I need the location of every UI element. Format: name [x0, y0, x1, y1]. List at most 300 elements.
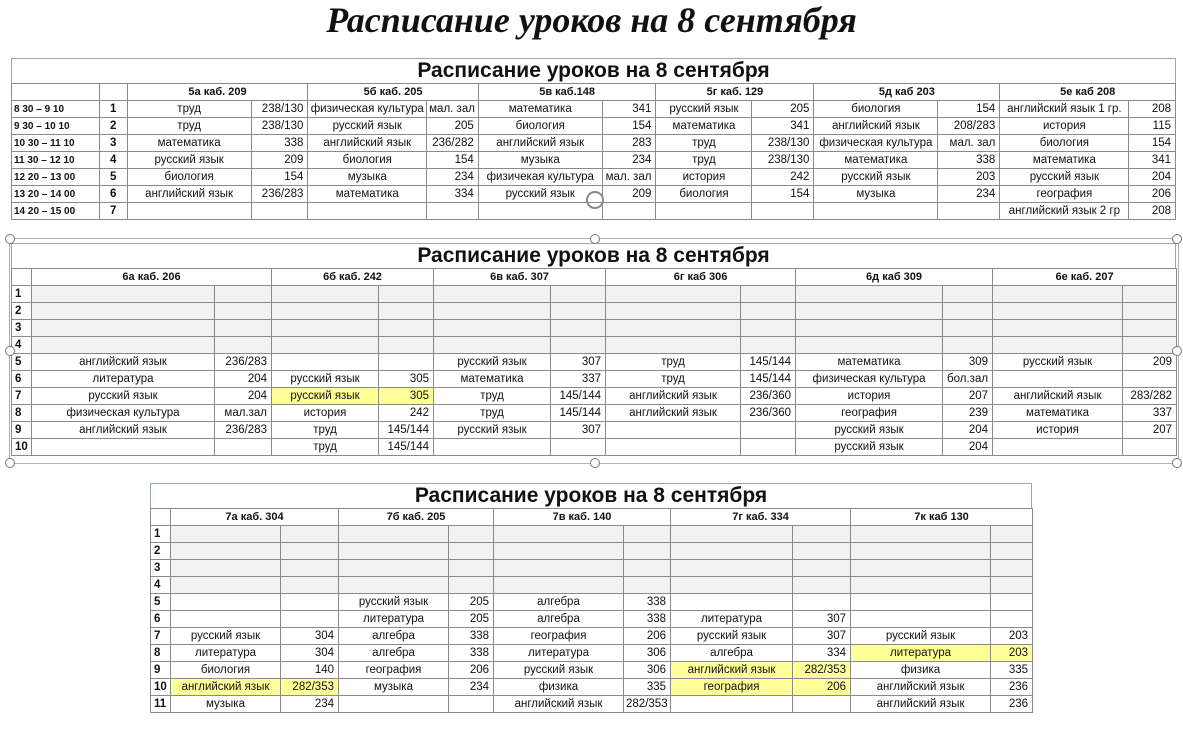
- subject-cell[interactable]: труд: [272, 439, 379, 456]
- room-cell[interactable]: 204: [215, 388, 272, 405]
- lesson-number[interactable]: 5: [151, 594, 171, 611]
- room-cell[interactable]: 236/283: [215, 354, 272, 371]
- room-cell[interactable]: 242: [752, 169, 814, 186]
- room-cell[interactable]: 236/283: [215, 422, 272, 439]
- lesson-time[interactable]: 9 30 – 10 10: [12, 118, 100, 135]
- lesson-time[interactable]: 13 20 – 14 00: [12, 186, 100, 203]
- class-header[interactable]: 6а каб. 206: [32, 269, 272, 286]
- room-cell[interactable]: 238/130: [752, 152, 814, 169]
- room-cell[interactable]: 236/282: [427, 135, 479, 152]
- room-cell[interactable]: 205: [449, 611, 494, 628]
- lesson-number[interactable]: 4: [99, 152, 127, 169]
- subject-cell[interactable]: английский язык: [671, 662, 793, 679]
- subject-cell[interactable]: [127, 203, 251, 220]
- room-cell[interactable]: бол.зал: [943, 371, 993, 388]
- room-cell[interactable]: [215, 337, 272, 354]
- subject-cell[interactable]: русский язык: [272, 371, 379, 388]
- room-cell[interactable]: [752, 203, 814, 220]
- room-cell[interactable]: [991, 577, 1033, 594]
- subject-cell[interactable]: [171, 577, 281, 594]
- subject-cell[interactable]: биология: [171, 662, 281, 679]
- subject-cell[interactable]: математика: [993, 405, 1123, 422]
- subject-cell[interactable]: биология: [814, 101, 938, 118]
- room-cell[interactable]: [551, 286, 606, 303]
- subject-cell[interactable]: история: [272, 405, 379, 422]
- room-cell[interactable]: 209: [602, 186, 656, 203]
- subject-cell[interactable]: [671, 696, 793, 713]
- room-cell[interactable]: [991, 560, 1033, 577]
- subject-cell[interactable]: [434, 303, 551, 320]
- lesson-time[interactable]: 8 30 – 9 10: [12, 101, 100, 118]
- rotate-handle-icon[interactable]: [586, 191, 604, 209]
- subject-cell[interactable]: [606, 320, 741, 337]
- subject-cell[interactable]: физическая культура: [814, 135, 938, 152]
- room-cell[interactable]: 239: [943, 405, 993, 422]
- subject-cell[interactable]: [993, 320, 1123, 337]
- subject-cell[interactable]: русский язык: [434, 354, 551, 371]
- room-cell[interactable]: [281, 526, 339, 543]
- subject-cell[interactable]: [671, 560, 793, 577]
- room-cell[interactable]: 206: [449, 662, 494, 679]
- lesson-number[interactable]: 7: [12, 388, 32, 405]
- room-cell[interactable]: [741, 439, 796, 456]
- subject-cell[interactable]: [272, 354, 379, 371]
- subject-cell[interactable]: русский язык: [796, 439, 943, 456]
- subject-cell[interactable]: русский язык: [272, 388, 379, 405]
- room-cell[interactable]: [624, 577, 671, 594]
- room-cell[interactable]: 305: [379, 388, 434, 405]
- subject-cell[interactable]: [272, 337, 379, 354]
- lesson-number[interactable]: 10: [12, 439, 32, 456]
- room-cell[interactable]: [449, 696, 494, 713]
- room-cell[interactable]: 115: [1129, 118, 1176, 135]
- subject-cell[interactable]: литература: [851, 645, 991, 662]
- subject-cell[interactable]: английский язык 2 гр: [1000, 203, 1129, 220]
- room-cell[interactable]: 338: [624, 594, 671, 611]
- subject-cell[interactable]: английский язык: [494, 696, 624, 713]
- room-cell[interactable]: 338: [449, 645, 494, 662]
- room-cell[interactable]: 206: [624, 628, 671, 645]
- room-cell[interactable]: 208/283: [938, 118, 1000, 135]
- subject-cell[interactable]: музыка: [339, 679, 449, 696]
- room-cell[interactable]: [215, 439, 272, 456]
- subject-cell[interactable]: английский язык: [993, 388, 1123, 405]
- room-cell[interactable]: [281, 594, 339, 611]
- room-cell[interactable]: [551, 303, 606, 320]
- room-cell[interactable]: 234: [938, 186, 1000, 203]
- subject-cell[interactable]: [171, 560, 281, 577]
- subject-cell[interactable]: [272, 286, 379, 303]
- subject-cell[interactable]: география: [339, 662, 449, 679]
- subject-cell[interactable]: [851, 611, 991, 628]
- subject-cell[interactable]: [606, 439, 741, 456]
- room-cell[interactable]: 335: [991, 662, 1033, 679]
- subject-cell[interactable]: физическая культура: [32, 405, 215, 422]
- subject-cell[interactable]: [434, 320, 551, 337]
- subject-cell[interactable]: музыка: [308, 169, 427, 186]
- room-cell[interactable]: 203: [991, 628, 1033, 645]
- room-cell[interactable]: 238/130: [752, 135, 814, 152]
- resize-handle-right[interactable]: [1172, 346, 1182, 356]
- subject-cell[interactable]: английский язык: [606, 405, 741, 422]
- subject-cell[interactable]: [993, 439, 1123, 456]
- room-cell[interactable]: 209: [251, 152, 308, 169]
- subject-cell[interactable]: математика: [814, 152, 938, 169]
- subject-cell[interactable]: история: [796, 388, 943, 405]
- subject-cell[interactable]: география: [1000, 186, 1129, 203]
- room-cell[interactable]: [602, 203, 656, 220]
- room-cell[interactable]: 334: [793, 645, 851, 662]
- subject-cell[interactable]: физическая культура: [796, 371, 943, 388]
- room-cell[interactable]: 341: [602, 101, 656, 118]
- room-cell[interactable]: [793, 594, 851, 611]
- subject-cell[interactable]: [993, 337, 1123, 354]
- subject-cell[interactable]: английский язык: [478, 135, 602, 152]
- subject-cell[interactable]: [339, 526, 449, 543]
- room-cell[interactable]: 236: [991, 679, 1033, 696]
- subject-cell[interactable]: [851, 543, 991, 560]
- resize-handle-top-right[interactable]: [1172, 234, 1182, 244]
- room-cell[interactable]: [624, 543, 671, 560]
- room-cell[interactable]: 208: [1129, 203, 1176, 220]
- lesson-time[interactable]: 14 20 – 15 00: [12, 203, 100, 220]
- lesson-number[interactable]: 3: [99, 135, 127, 152]
- subject-cell[interactable]: русский язык: [851, 628, 991, 645]
- subject-cell[interactable]: алгебра: [339, 645, 449, 662]
- room-cell[interactable]: 238/130: [251, 101, 308, 118]
- lesson-number[interactable]: 1: [99, 101, 127, 118]
- lesson-number[interactable]: 2: [99, 118, 127, 135]
- subject-cell[interactable]: английский язык: [851, 679, 991, 696]
- room-cell[interactable]: [449, 577, 494, 594]
- subject-cell[interactable]: [851, 577, 991, 594]
- lesson-number[interactable]: 4: [12, 337, 32, 354]
- room-cell[interactable]: [793, 577, 851, 594]
- lesson-number[interactable]: 11: [151, 696, 171, 713]
- class-header[interactable]: 6д каб 309: [796, 269, 993, 286]
- subject-cell[interactable]: английский язык 1 гр.: [1000, 101, 1129, 118]
- class-header[interactable]: 5в каб.148: [478, 84, 656, 101]
- subject-cell[interactable]: география: [671, 679, 793, 696]
- room-cell[interactable]: 242: [379, 405, 434, 422]
- room-cell[interactable]: 207: [943, 388, 993, 405]
- lesson-number[interactable]: 4: [151, 577, 171, 594]
- subject-cell[interactable]: труд: [606, 371, 741, 388]
- room-cell[interactable]: [741, 422, 796, 439]
- resize-handle-bottom[interactable]: [590, 458, 600, 468]
- subject-cell[interactable]: литература: [494, 645, 624, 662]
- room-cell[interactable]: [938, 203, 1000, 220]
- room-cell[interactable]: [551, 439, 606, 456]
- schedule-table-grade6[interactable]: [11, 268, 1177, 456]
- room-cell[interactable]: [1123, 320, 1177, 337]
- room-cell[interactable]: [1123, 286, 1177, 303]
- room-cell[interactable]: 209: [1123, 354, 1177, 371]
- subject-cell[interactable]: английский язык: [127, 186, 251, 203]
- room-cell[interactable]: 309: [943, 354, 993, 371]
- header-num-cell[interactable]: [99, 84, 127, 101]
- room-cell[interactable]: 304: [281, 645, 339, 662]
- room-cell[interactable]: [215, 303, 272, 320]
- subject-cell[interactable]: русский язык: [32, 388, 215, 405]
- subject-cell[interactable]: [339, 543, 449, 560]
- class-header[interactable]: 7к каб 130: [851, 509, 1033, 526]
- room-cell[interactable]: 306: [624, 662, 671, 679]
- lesson-number[interactable]: 5: [99, 169, 127, 186]
- room-cell[interactable]: 341: [752, 118, 814, 135]
- lesson-number[interactable]: 9: [151, 662, 171, 679]
- subject-cell[interactable]: биология: [656, 186, 752, 203]
- room-cell[interactable]: 282/353: [793, 662, 851, 679]
- subject-cell[interactable]: математика: [796, 354, 943, 371]
- subject-cell[interactable]: труд: [606, 354, 741, 371]
- subject-cell[interactable]: [494, 560, 624, 577]
- room-cell[interactable]: [741, 337, 796, 354]
- room-cell[interactable]: 283: [602, 135, 656, 152]
- resize-handle-bottom-right[interactable]: [1172, 458, 1182, 468]
- subject-cell[interactable]: [993, 371, 1123, 388]
- subject-cell[interactable]: [993, 286, 1123, 303]
- subject-cell[interactable]: английский язык: [814, 118, 938, 135]
- subject-cell[interactable]: [851, 560, 991, 577]
- subject-cell[interactable]: история: [656, 169, 752, 186]
- room-cell[interactable]: [741, 320, 796, 337]
- room-cell[interactable]: [449, 560, 494, 577]
- room-cell[interactable]: [793, 543, 851, 560]
- room-cell[interactable]: [991, 543, 1033, 560]
- room-cell[interactable]: 145/144: [551, 405, 606, 422]
- room-cell[interactable]: 236/360: [741, 388, 796, 405]
- subject-cell[interactable]: русский язык: [308, 118, 427, 135]
- room-cell[interactable]: 238/130: [251, 118, 308, 135]
- room-cell[interactable]: 282/353: [281, 679, 339, 696]
- subject-cell[interactable]: математика: [656, 118, 752, 135]
- room-cell[interactable]: 307: [551, 354, 606, 371]
- subject-cell[interactable]: [32, 439, 215, 456]
- lesson-number[interactable]: 6: [12, 371, 32, 388]
- subject-cell[interactable]: математика: [478, 101, 602, 118]
- room-cell[interactable]: [551, 320, 606, 337]
- room-cell[interactable]: 154: [427, 152, 479, 169]
- room-cell[interactable]: [379, 286, 434, 303]
- room-cell[interactable]: [991, 526, 1033, 543]
- room-cell[interactable]: 204: [943, 439, 993, 456]
- subject-cell[interactable]: русский язык: [814, 169, 938, 186]
- lesson-number[interactable]: 10: [151, 679, 171, 696]
- subject-cell[interactable]: труд: [127, 101, 251, 118]
- subject-cell[interactable]: [32, 320, 215, 337]
- class-header[interactable]: 5а каб. 209: [127, 84, 308, 101]
- subject-cell[interactable]: русский язык: [339, 594, 449, 611]
- room-cell[interactable]: 335: [624, 679, 671, 696]
- lesson-time[interactable]: 10 30 – 11 10: [12, 135, 100, 152]
- subject-cell[interactable]: [171, 526, 281, 543]
- resize-handle-top-left[interactable]: [5, 234, 15, 244]
- room-cell[interactable]: [215, 286, 272, 303]
- room-cell[interactable]: 307: [551, 422, 606, 439]
- room-cell[interactable]: 140: [281, 662, 339, 679]
- subject-cell[interactable]: [339, 577, 449, 594]
- subject-cell[interactable]: русский язык: [796, 422, 943, 439]
- room-cell[interactable]: 154: [938, 101, 1000, 118]
- subject-cell[interactable]: [272, 303, 379, 320]
- room-cell[interactable]: 334: [427, 186, 479, 203]
- subject-cell[interactable]: труд: [127, 118, 251, 135]
- room-cell[interactable]: [551, 337, 606, 354]
- class-header[interactable]: 6б каб. 242: [272, 269, 434, 286]
- subject-cell[interactable]: литература: [339, 611, 449, 628]
- subject-cell[interactable]: [671, 526, 793, 543]
- subject-cell[interactable]: [171, 543, 281, 560]
- room-cell[interactable]: 207: [1123, 422, 1177, 439]
- subject-cell[interactable]: [434, 439, 551, 456]
- room-cell[interactable]: 337: [551, 371, 606, 388]
- lesson-number[interactable]: 9: [12, 422, 32, 439]
- subject-cell[interactable]: [671, 594, 793, 611]
- subject-cell[interactable]: английский язык: [606, 388, 741, 405]
- subject-cell[interactable]: математика: [308, 186, 427, 203]
- room-cell[interactable]: 154: [251, 169, 308, 186]
- subject-cell[interactable]: алгебра: [339, 628, 449, 645]
- header-time-cell[interactable]: [12, 84, 100, 101]
- subject-cell[interactable]: физическая культура: [308, 101, 427, 118]
- room-cell[interactable]: 304: [281, 628, 339, 645]
- header-num-cell[interactable]: [151, 509, 171, 526]
- subject-cell[interactable]: физика: [494, 679, 624, 696]
- subject-cell[interactable]: русский язык: [434, 422, 551, 439]
- lesson-number[interactable]: 2: [151, 543, 171, 560]
- subject-cell[interactable]: [993, 303, 1123, 320]
- room-cell[interactable]: 145/144: [551, 388, 606, 405]
- room-cell[interactable]: [215, 320, 272, 337]
- room-cell[interactable]: [991, 594, 1033, 611]
- room-cell[interactable]: 307: [793, 611, 851, 628]
- room-cell[interactable]: 145/144: [741, 371, 796, 388]
- room-cell[interactable]: 234: [281, 696, 339, 713]
- room-cell[interactable]: 205: [752, 101, 814, 118]
- subject-cell[interactable]: английский язык: [851, 696, 991, 713]
- room-cell[interactable]: [379, 320, 434, 337]
- room-cell[interactable]: 234: [427, 169, 479, 186]
- subject-cell[interactable]: математика: [434, 371, 551, 388]
- room-cell[interactable]: [624, 526, 671, 543]
- subject-cell[interactable]: [171, 594, 281, 611]
- lesson-number[interactable]: 1: [151, 526, 171, 543]
- room-cell[interactable]: [281, 543, 339, 560]
- room-cell[interactable]: 234: [449, 679, 494, 696]
- subject-cell[interactable]: биология: [478, 118, 602, 135]
- room-cell[interactable]: [943, 337, 993, 354]
- room-cell[interactable]: 205: [449, 594, 494, 611]
- room-cell[interactable]: 306: [624, 645, 671, 662]
- subject-cell[interactable]: алгебра: [671, 645, 793, 662]
- subject-cell[interactable]: [32, 337, 215, 354]
- header-num-cell[interactable]: [12, 269, 32, 286]
- subject-cell[interactable]: труд: [434, 405, 551, 422]
- subject-cell[interactable]: [339, 560, 449, 577]
- lesson-number[interactable]: 7: [99, 203, 127, 220]
- lesson-time[interactable]: 11 30 – 12 10: [12, 152, 100, 169]
- room-cell[interactable]: 204: [215, 371, 272, 388]
- subject-cell[interactable]: математика: [127, 135, 251, 152]
- room-cell[interactable]: мал. зал: [602, 169, 656, 186]
- class-header[interactable]: 7а каб. 304: [171, 509, 339, 526]
- lesson-number[interactable]: 6: [151, 611, 171, 628]
- subject-cell[interactable]: английский язык: [308, 135, 427, 152]
- subject-cell[interactable]: [32, 303, 215, 320]
- subject-cell[interactable]: [606, 286, 741, 303]
- lesson-number[interactable]: 3: [12, 320, 32, 337]
- room-cell[interactable]: 282/353: [624, 696, 671, 713]
- subject-cell[interactable]: математика: [1000, 152, 1129, 169]
- room-cell[interactable]: 203: [938, 169, 1000, 186]
- subject-cell[interactable]: [494, 526, 624, 543]
- subject-cell[interactable]: русский язык: [478, 186, 602, 203]
- room-cell[interactable]: 205: [427, 118, 479, 135]
- room-cell[interactable]: [281, 611, 339, 628]
- lesson-number[interactable]: 5: [12, 354, 32, 371]
- room-cell[interactable]: [379, 354, 434, 371]
- room-cell[interactable]: 206: [793, 679, 851, 696]
- class-header[interactable]: 5б каб. 205: [308, 84, 478, 101]
- room-cell[interactable]: мал. зал: [938, 135, 1000, 152]
- room-cell[interactable]: 154: [602, 118, 656, 135]
- subject-cell[interactable]: труд: [434, 388, 551, 405]
- resize-handle-left[interactable]: [5, 346, 15, 356]
- room-cell[interactable]: 337: [1123, 405, 1177, 422]
- room-cell[interactable]: 145/144: [741, 354, 796, 371]
- subject-cell[interactable]: история: [1000, 118, 1129, 135]
- subject-cell[interactable]: [671, 543, 793, 560]
- room-cell[interactable]: 208: [1129, 101, 1176, 118]
- subject-cell[interactable]: английский язык: [32, 422, 215, 439]
- subject-cell[interactable]: [851, 526, 991, 543]
- subject-cell[interactable]: литература: [32, 371, 215, 388]
- room-cell[interactable]: 154: [752, 186, 814, 203]
- subject-cell[interactable]: география: [796, 405, 943, 422]
- class-header[interactable]: 7в каб. 140: [494, 509, 671, 526]
- room-cell[interactable]: [1123, 303, 1177, 320]
- class-header[interactable]: 5д каб 203: [814, 84, 1000, 101]
- subject-cell[interactable]: [32, 286, 215, 303]
- subject-cell[interactable]: физичекая культура: [478, 169, 602, 186]
- room-cell[interactable]: 154: [1129, 135, 1176, 152]
- room-cell[interactable]: 338: [938, 152, 1000, 169]
- subject-cell[interactable]: русский язык: [671, 628, 793, 645]
- subject-cell[interactable]: [671, 577, 793, 594]
- lesson-number[interactable]: 6: [99, 186, 127, 203]
- subject-cell[interactable]: [606, 422, 741, 439]
- subject-cell[interactable]: [339, 696, 449, 713]
- subject-cell[interactable]: русский язык: [171, 628, 281, 645]
- room-cell[interactable]: [251, 203, 308, 220]
- room-cell[interactable]: 204: [943, 422, 993, 439]
- class-header[interactable]: 5е каб 208: [1000, 84, 1176, 101]
- subject-cell[interactable]: литература: [171, 645, 281, 662]
- subject-cell[interactable]: [171, 611, 281, 628]
- room-cell[interactable]: 236: [991, 696, 1033, 713]
- room-cell[interactable]: [281, 560, 339, 577]
- class-header[interactable]: 6в каб. 307: [434, 269, 606, 286]
- subject-cell[interactable]: [606, 337, 741, 354]
- room-cell[interactable]: [449, 526, 494, 543]
- subject-cell[interactable]: труд: [656, 152, 752, 169]
- room-cell[interactable]: [991, 611, 1033, 628]
- subject-cell[interactable]: музыка: [814, 186, 938, 203]
- room-cell[interactable]: 234: [602, 152, 656, 169]
- class-header[interactable]: 6е каб. 207: [993, 269, 1177, 286]
- lesson-number[interactable]: 1: [12, 286, 32, 303]
